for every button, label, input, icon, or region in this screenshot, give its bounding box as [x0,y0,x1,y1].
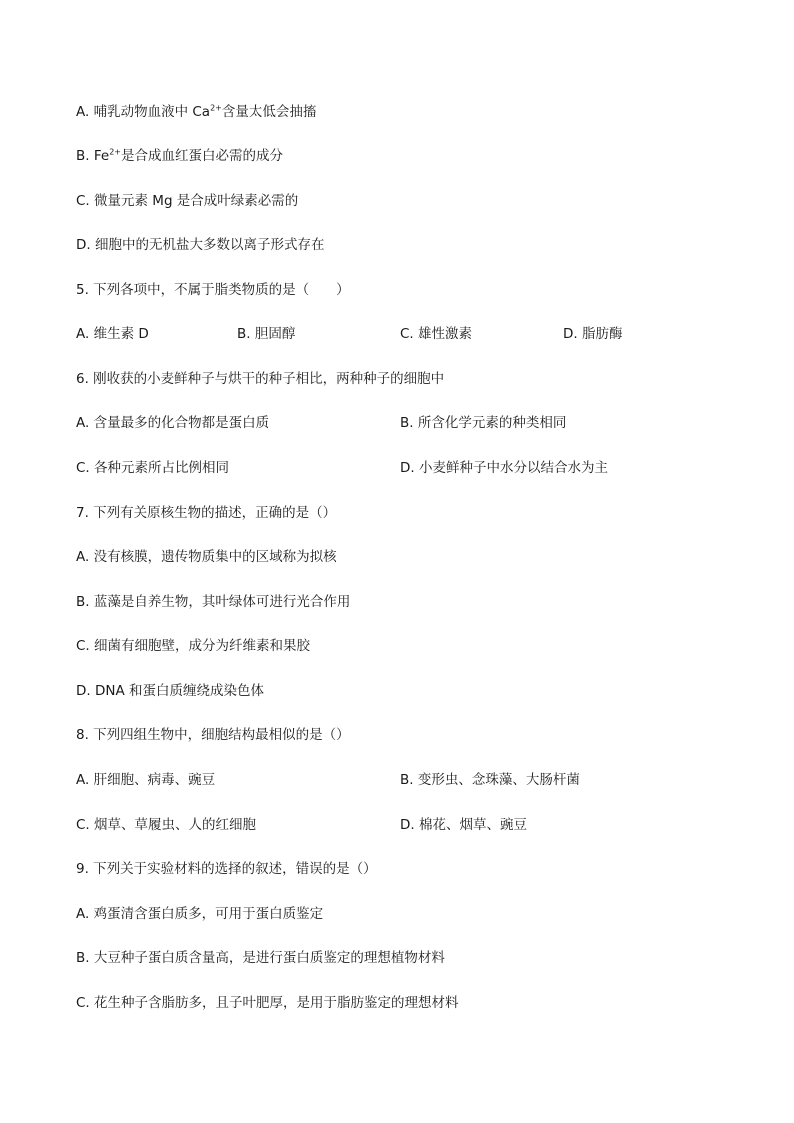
q4-option-a-text: A. 哺乳动物血液中 Ca [76,104,211,120]
q8-option-b: B. 变形虫、念珠藻、大肠杆菌 [400,772,580,788]
q7-option-c: C. 细菌有细胞壁，成分为纤维素和果胶 [76,638,311,654]
question-9: 9. 下列关于实验材料的选择的叙述，错误的是（） [76,861,377,877]
q4-option-a-text-end: 含量太低会抽搐 [221,104,317,120]
question-7: 7. 下列有关原核生物的描述，正确的是（） [76,505,337,521]
q9-option-b: B. 大豆种子蛋白质含量高，是进行蛋白质鉴定的理想植物材料 [76,950,445,966]
q6-option-b: B. 所含化学元素的种类相同 [400,415,567,431]
q4-option-b [76,146,283,166]
q9-option-a: A. 鸡蛋清含蛋白质多，可用于蛋白质鉴定 [76,906,324,922]
q4-option-d: D. 细胞中的无机盐大多数以离子形式存在 [76,237,325,253]
q7-option-b: B. 蓝藻是自养生物，其叶绿体可进行光合作用 [76,594,351,610]
q5-option-d: D. 脂肪酶 [563,326,623,342]
q8-option-c: C. 烟草、草履虫、人的红细胞 [76,817,257,833]
q6-option-d: D. 小麦鲜种子中水分以结合水为主 [400,460,608,476]
q7-option-a: A. 没有核膜，遗传物质集中的区域称为拟核 [76,549,337,565]
q9-option-c: C. 花生种子含脂肪多，且子叶肥厚，是用于脂肪鉴定的理想材料 [76,995,459,1011]
question-5: 5. 下列各项中，不属于脂类物质的是（ ） [76,282,350,298]
q8-option-d: D. 棉花、烟草、豌豆 [400,817,527,833]
q6-option-a: A. 含量最多的化合物都是蛋白质 [76,415,270,431]
q8-option-a: A. 肝细胞、病毒、豌豆 [76,772,216,788]
q6-option-c: C. 各种元素所占比例相同 [76,460,230,476]
q5-option-b: B. 胆固醇 [237,326,296,342]
q4-option-b-charge: 2+ [109,147,121,157]
question-6: 6. 刚收获的小麦鲜种子与烘干的种子相比，两种种子的细胞中 [76,371,445,387]
q4-option-c: C. 微量元素 Mg 是合成叶绿素必需的 [76,193,299,209]
q5-option-a: A. 维生素 D [76,326,149,342]
q4-option-b-text-end: 是合成血红蛋白必需的成分 [120,148,283,164]
q5-option-c: C. 雄性激素 [400,326,473,342]
q4-option-b-text: B. Fe [76,148,110,164]
question-8: 8. 下列四组生物中，细胞结构最相似的是（） [76,727,350,743]
q4-option-a-charge: 2+ [210,103,222,113]
q7-option-d: D. DNA 和蛋白质缠绕成染色体 [76,683,264,699]
q4-option-a [76,102,316,122]
